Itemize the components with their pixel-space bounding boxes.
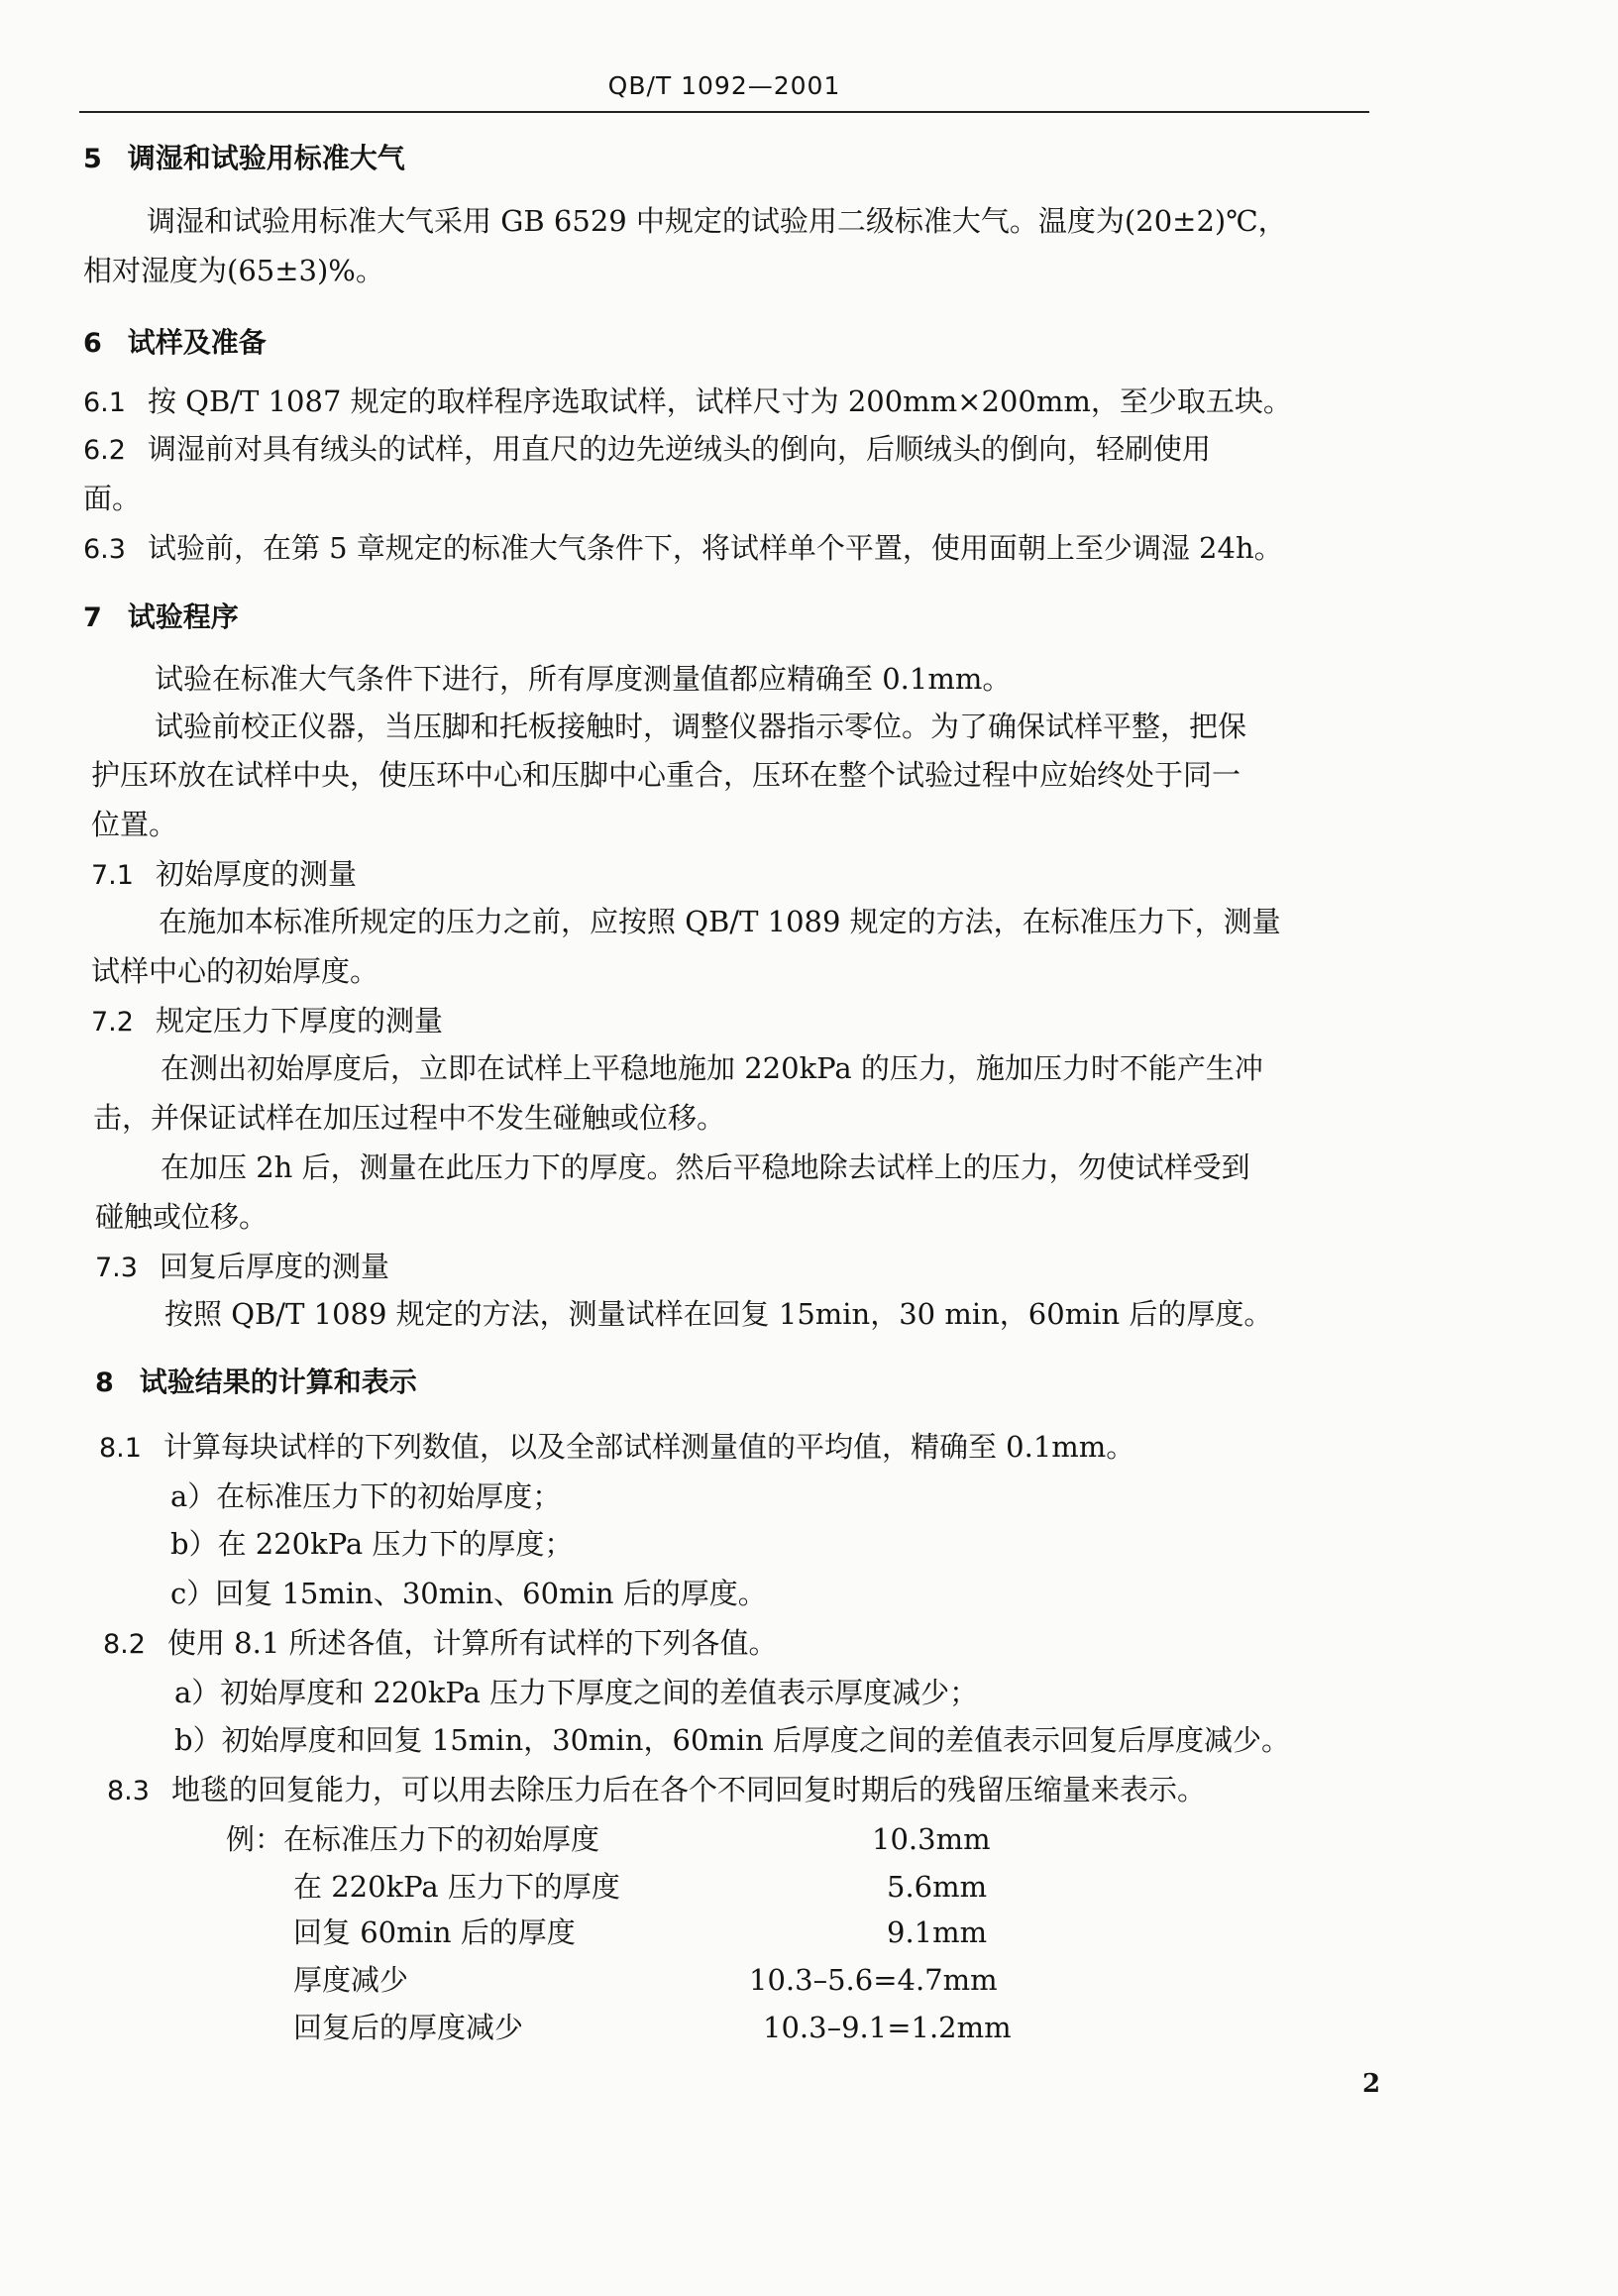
paragraph-line: 护压环放在试样中央，使压环中心和压脚中心重合，压环在整个试验过程中应始终处于同一	[91, 758, 1241, 792]
clause-8-1: 8.1 计算每块试样的下列数值，以及全部试样测量值的平均值，精确至 0.1mm。	[99, 1430, 1135, 1464]
example-value: 10.3mm	[872, 1822, 991, 1856]
section-title: 试验程序	[127, 601, 239, 633]
clause-6-3: 6.3 试验前，在第 5 章规定的标准大气条件下，将试样单个平置，使用面朝上至少调湿 24h。	[83, 531, 1283, 565]
paragraph-line: 调湿和试验用标准大气采用 GB 6529 中规定的试验用二级标准大气。温度为(20±2)℃，	[147, 204, 1287, 238]
list-item: c）回复 15min、30min、60min 后的厚度。	[170, 1577, 767, 1610]
clause-7-3-heading: 7.3 回复后厚度的测量	[95, 1250, 389, 1283]
clause-6-1: 6.1 按 QB/T 1087 规定的取样程序选取试样，试样尺寸为 200mm×200mm，至少取五块。	[83, 384, 1292, 418]
example-label: 例：在标准压力下的初始厚度	[226, 1822, 600, 1856]
example-label: 回复 60min 后的厚度	[293, 1915, 576, 1949]
clause-8-3: 8.3 地毯的回复能力，可以用去除压力后在各个不同回复时期后的残留压缩量来表示。	[107, 1773, 1206, 1806]
page-number: 2	[1362, 2069, 1381, 2099]
paragraph-line: 试验在标准大气条件下进行，所有厚度测量值都应精确至 0.1mm。	[155, 662, 1012, 696]
clause-6-2: 6.2 调湿前对具有绒头的试样，用直尺的边先逆绒头的倒向，后顺绒头的倒向，轻刷使用	[83, 432, 1211, 466]
example-label: 厚度减少	[293, 1963, 409, 1997]
header-rule	[79, 111, 1369, 113]
example-label: 在 220kPa 压力下的厚度	[293, 1870, 620, 1904]
list-item: a）初始厚度和 220kPa 压力下厚度之间的差值表示厚度减少；	[174, 1676, 979, 1709]
list-item: b）在 220kPa 压力下的厚度；	[170, 1527, 574, 1561]
paragraph-line: 试验前校正仪器，当压脚和托板接触时，调整仪器指示零位。为了确保试样平整，把保	[155, 710, 1247, 743]
section-number: 6	[83, 328, 102, 359]
paragraph-line: 试样中心的初始厚度。	[91, 954, 379, 988]
section-6-heading	[83, 323, 267, 364]
list-item: a）在标准压力下的初始厚度；	[170, 1479, 562, 1513]
paragraph-line: 相对湿度为(65±3)%。	[83, 254, 384, 287]
example-value: 10.3–9.1=1.2mm	[763, 2011, 1012, 2044]
section-title: 试验结果的计算和表示	[139, 1366, 417, 1398]
paragraph-line: 在测出初始厚度后，立即在试样上平稳地施加 220kPa 的压力，施加压力时不能产生冲	[161, 1051, 1263, 1085]
example-label: 回复后的厚度减少	[293, 2011, 524, 2044]
list-item: b）初始厚度和回复 15min，30min，60min 后厚度之间的差值表示回复后厚度减少。	[174, 1723, 1291, 1757]
section-number: 7	[83, 602, 102, 633]
paragraph-line: 按照 QB/T 1089 规定的方法，测量试样在回复 15min，30 min，60min 后的厚度。	[164, 1297, 1273, 1331]
paragraph-line: 击，并保证试样在加压过程中不发生碰触或位移。	[93, 1101, 726, 1135]
clause-7-2-heading: 7.2 规定压力下厚度的测量	[91, 1004, 443, 1038]
paragraph-line: 面。	[83, 482, 142, 515]
example-value: 5.6mm	[887, 1870, 988, 1904]
paragraph-line: 碰触或位移。	[95, 1200, 269, 1234]
section-5-heading	[83, 139, 405, 179]
section-number: 8	[95, 1367, 114, 1398]
section-8-heading	[95, 1363, 417, 1403]
example-value: 10.3–5.6=4.7mm	[749, 1963, 998, 1997]
page-header: QB/T 1092—2001	[607, 71, 841, 100]
section-number: 5	[83, 144, 102, 174]
section-title: 调湿和试验用标准大气	[127, 142, 405, 174]
clause-8-2: 8.2 使用 8.1 所述各值，计算所有试样的下列各值。	[103, 1626, 778, 1660]
paragraph-line: 在施加本标准所规定的压力之前，应按照 QB/T 1089 规定的方法，在标准压力下，测量	[159, 905, 1281, 938]
section-7-heading	[83, 598, 239, 638]
example-value: 9.1mm	[887, 1915, 988, 1949]
section-title: 试样及准备	[127, 326, 267, 359]
paragraph-line: 在加压 2h 后，测量在此压力下的厚度。然后平稳地除去试样上的压力，勿使试样受到	[161, 1150, 1250, 1184]
clause-7-1-heading: 7.1 初始厚度的测量	[91, 857, 357, 891]
paragraph-line: 位置。	[91, 808, 178, 841]
